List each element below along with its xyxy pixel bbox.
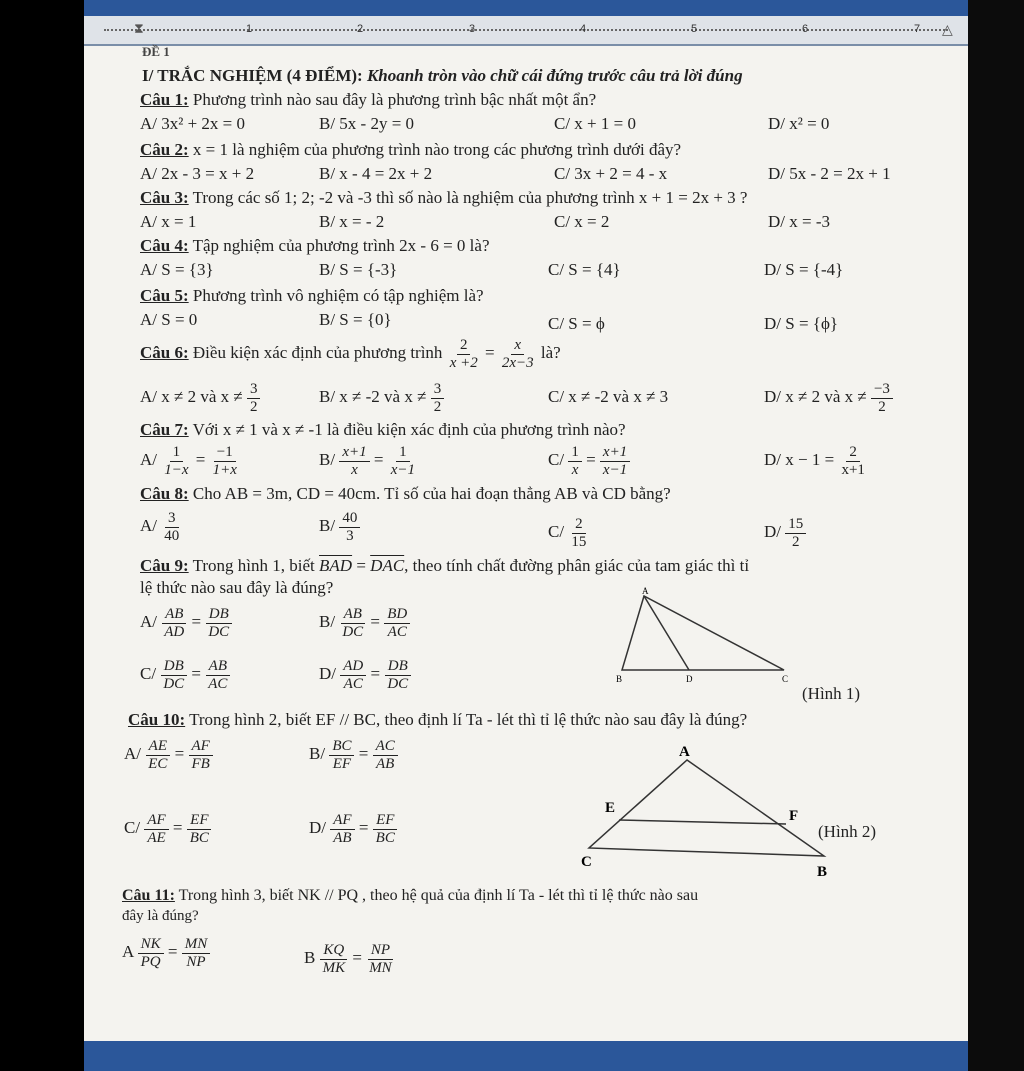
q4-option-b[interactable]: B/ S = {-3}	[319, 260, 398, 279]
question-label: Câu 1:	[140, 90, 189, 109]
q7-option-b[interactable]: B/ $\frac{x+1}{x}$ = $\frac{1}{x-1}$	[319, 443, 415, 478]
left-dark-border	[0, 0, 84, 1071]
q4-option-d[interactable]: D/ S = {-4}	[764, 260, 844, 279]
q8-option-b[interactable]: B/ $\frac{40}{3}$	[319, 506, 360, 546]
q5-option-c[interactable]: C/ S = ϕ	[548, 314, 605, 333]
question-text: Trong hình 2, biết EF // BC, theo định lí Ta - lét thì tỉ lệ thức nào sau đây là đúng?	[189, 710, 748, 729]
question-label: Câu 6:	[140, 343, 189, 362]
word-ribbon-strip	[84, 0, 968, 16]
q11-option-a[interactable]: A $\frac{NK}{PQ}$ = $\frac{MN}{NP}$	[122, 930, 210, 974]
question-label: Câu 9:	[140, 556, 189, 575]
question-9: Câu 9: Trong hình 1, biết $\overline{BAD} = \overline{DAC}$, theo tính chất đường phân giác của tam giác thì tỉ	[140, 556, 750, 575]
section-instruction: Khoanh tròn vào chữ cái đứng trước câu trả lời đúng	[366, 66, 743, 85]
question-label: Câu 8:	[140, 484, 189, 503]
ruler-number: 1	[246, 23, 253, 35]
q5-option-a[interactable]: A/ S = 0	[140, 310, 198, 329]
ruler-number: 3	[469, 23, 476, 35]
question-text: Trong các số 1; 2; -2 và -3 thì số nào là nghiệm của phương trình x + 1 = 2x + 3 ?	[192, 188, 748, 207]
question-label: Câu 4:	[140, 236, 189, 255]
q9-option-d[interactable]: D/ $\frac{AD}{AC}$ = $\frac{DB}{DC}$	[319, 654, 411, 694]
q1-option-a[interactable]: A/ 3x² + 2x = 0	[140, 114, 246, 133]
vertex-label-b: B	[616, 674, 623, 684]
right-dark-border	[968, 0, 1024, 1071]
vertex-label-a: A	[679, 744, 690, 760]
q6-option-b[interactable]: B/ x ≠ -2 và x ≠ $\frac{3}{2}$	[319, 380, 444, 416]
q3-option-c[interactable]: C/ x = 2	[554, 212, 610, 231]
question-text: Với x ≠ 1 và x ≠ -1 là điều kiện xác định của phương trình nào?	[192, 420, 626, 439]
q10-option-d[interactable]: D/ $\frac{AF}{AB}$ = $\frac{EF}{BC}$	[309, 808, 398, 848]
q6-option-a[interactable]: A/ x ≠ 2 và x ≠ $\frac{3}{2}$	[140, 380, 260, 416]
ruler-number: 7	[914, 23, 921, 35]
q6-option-c[interactable]: C/ x ≠ -2 và x ≠ 3	[548, 387, 669, 406]
q4-option-c[interactable]: C/ S = {4}	[548, 260, 621, 279]
q1-option-b[interactable]: B/ 5x - 2y = 0	[319, 114, 415, 133]
q6-option-d[interactable]: D/ x ≠ 2 và x ≠ $\frac{-3}{2}$	[764, 380, 893, 416]
q7-option-d[interactable]: D/ x − 1 = $\frac{2}{x+1}$	[764, 443, 865, 478]
question-text: Phương trình vô nghiệm có tập nghiệm là?	[192, 286, 484, 305]
question-label: Câu 2:	[140, 140, 189, 159]
q10-option-b[interactable]: B/ $\frac{BC}{EF}$ = $\frac{AC}{AB}$	[309, 734, 398, 774]
question-label: Câu 11:	[122, 887, 175, 904]
q3-option-b[interactable]: B/ x = - 2	[319, 212, 385, 231]
vertex-label-f: F	[789, 808, 799, 824]
question-11: Câu 11: Trong hình 3, biết NK // PQ , theo hệ quả của định lí Ta - lét thì tỉ lệ thức nào sau	[122, 887, 699, 904]
question-text: Tập nghiệm của phương trình 2x - 6 = 0 là?	[192, 236, 490, 255]
q1-option-d[interactable]: D/ x² = 0	[768, 114, 830, 133]
question-10	[128, 710, 747, 730]
q10-option-c[interactable]: C/ $\frac{AF}{AE}$ = $\frac{EF}{BC}$	[124, 808, 212, 848]
question-2	[140, 140, 681, 160]
q3-option-d[interactable]: D/ x = -3	[768, 212, 830, 231]
vertex-label-c: C	[782, 674, 789, 684]
question-3	[140, 188, 747, 208]
q4-option-a[interactable]: A/ S = {3}	[140, 260, 214, 279]
q7-option-c[interactable]: C/ $\frac{1}{x}$ = $\frac{x+1}{x-1}$	[548, 440, 630, 480]
question-text: x = 1 là nghiệm của phương trình nào trong các phương trình dưới đây?	[192, 140, 682, 159]
q8-option-a[interactable]: A/ $\frac{3}{40}$	[140, 509, 180, 544]
q5-option-d[interactable]: D/ S = {ϕ}	[764, 314, 839, 333]
fraction: $\frac{x}{2x-3}$	[501, 336, 534, 371]
q10-option-a[interactable]: A/ $\frac{AE}{EC}$ = $\frac{AF}{FB}$	[124, 734, 213, 774]
q2-option-d[interactable]: D/ 5x - 2 = 2x + 1	[768, 164, 891, 183]
q7-option-a[interactable]: A/ $\frac{1}{1-x}$ = $\frac{-1}{1+x}$	[140, 443, 237, 478]
question-label: Câu 10:	[128, 710, 186, 729]
question-text: Phương trình nào sau đây là phương trình bậc nhất một ẩn?	[192, 90, 597, 109]
q2-option-b[interactable]: B/ x - 4 = 2x + 2	[319, 164, 433, 183]
header-fragment: ĐỀ 1	[142, 44, 170, 59]
ruler-number: 4	[580, 23, 587, 35]
q5-option-b[interactable]: B/ S = {0}	[319, 310, 392, 329]
horizontal-ruler[interactable]	[84, 16, 968, 46]
question-label: Câu 5:	[140, 286, 189, 305]
question-4	[140, 236, 490, 256]
bottom-status-strip	[84, 1041, 968, 1071]
section-title: I/ TRẮC NGHIỆM (4 ĐIỂM):	[142, 66, 363, 85]
ruler-ticks	[104, 29, 948, 31]
q3-option-a[interactable]: A/ x = 1	[140, 212, 197, 231]
q9-option-b[interactable]: B/ $\frac{AB}{DC}$ = $\frac{BD}{AC}$	[319, 602, 410, 642]
q1-option-c[interactable]: C/ x + 1 = 0	[554, 114, 636, 133]
vertex-label-c: C	[581, 854, 592, 870]
q2-option-c[interactable]: C/ 3x + 2 = 4 - x	[554, 164, 668, 183]
question-label: Câu 7:	[140, 420, 189, 439]
fraction: $\frac{2}{x +2}$	[449, 336, 478, 371]
question-label: Câu 3:	[140, 188, 189, 207]
q8-option-c[interactable]: C/ $\frac{2}{15}$	[548, 515, 587, 550]
q11-option-b[interactable]: B $\frac{KQ}{MK}$ = $\frac{NP}{MN}$	[304, 941, 392, 976]
ruler-number: 6	[802, 23, 809, 35]
indent-marker-icon[interactable]: ⧗	[134, 22, 144, 37]
q9-option-c[interactable]: C/ $\frac{DB}{DC}$ = $\frac{AB}{AC}$	[140, 654, 230, 694]
right-indent-marker-icon[interactable]: △	[942, 23, 953, 38]
ruler-number: 5	[691, 23, 698, 35]
question-5	[140, 286, 484, 306]
question-9-line-2: lệ thức nào sau đây là đúng?	[140, 578, 334, 597]
question-text: Điều kiện xác định của phương trình	[192, 343, 443, 362]
question-7	[140, 420, 626, 440]
figure-1-triangle	[604, 586, 804, 686]
figure-2-triangle	[579, 742, 839, 882]
question-11-line-2: đây là đúng?	[122, 908, 199, 924]
vertex-label-e: E	[605, 800, 616, 816]
q9-option-a[interactable]: A/ $\frac{AB}{AD}$ = $\frac{DB}{DC}$	[140, 602, 232, 642]
question-6: Câu 6: Điều kiện xác định của phương trình $\frac{2}{x +2}$ = $\frac{x}{2x-3}$ là?	[140, 336, 561, 371]
question-8	[140, 484, 671, 504]
vertex-label-b: B	[817, 864, 828, 880]
q8-option-d[interactable]: D/ $\frac{15}{2}$	[764, 512, 806, 552]
figure-2-caption: (Hình 2)	[818, 822, 877, 841]
vertex-label-a: A	[642, 586, 649, 596]
q2-option-a[interactable]: A/ 2x - 3 = x + 2	[140, 164, 255, 183]
figure-1-caption: (Hình 1)	[802, 684, 861, 703]
document-page	[84, 46, 968, 1041]
question-1	[140, 90, 596, 110]
ruler-number: 2	[357, 23, 364, 35]
vertex-label-d: D	[686, 674, 693, 684]
question-text: Cho AB = 3m, CD = 40cm. Tỉ số của hai đoạn thẳng AB và CD bằng?	[192, 484, 671, 503]
section-heading	[142, 66, 743, 86]
